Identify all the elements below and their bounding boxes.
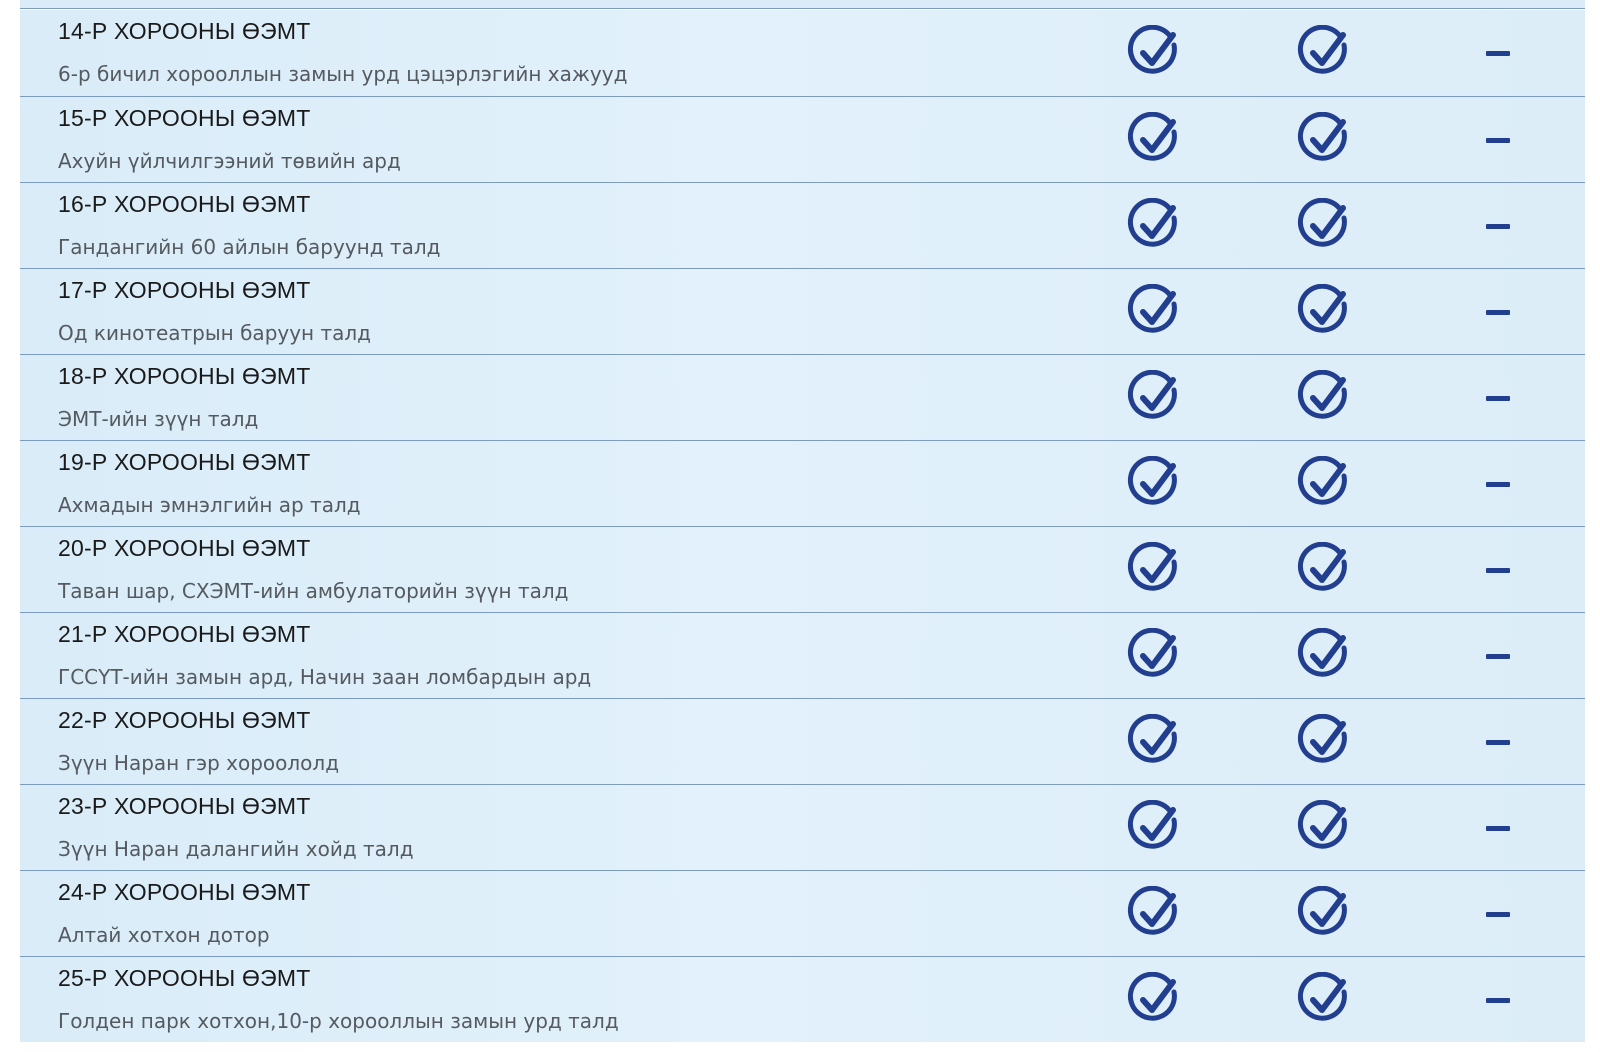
- service-cell-2: [1284, 441, 1364, 527]
- clinic-name: 18-Р ХОРООНЫ ӨЭМТ: [58, 363, 311, 389]
- service-cell-1: [1114, 10, 1194, 96]
- clinic-address: Од кинотеатрын баруун талд: [58, 321, 372, 345]
- dash-icon: [1486, 396, 1510, 401]
- check-icon: [1296, 714, 1352, 770]
- dash-icon: [1486, 740, 1510, 745]
- check-icon: [1296, 456, 1352, 512]
- check-icon: [1126, 886, 1182, 942]
- service-cell-3: [1458, 183, 1538, 269]
- service-cell-3: [1458, 871, 1538, 957]
- clinic-address: Алтай хотхон дотор: [58, 923, 270, 947]
- service-cell-3: [1458, 97, 1538, 183]
- clinic-name: 22-Р ХОРООНЫ ӨЭМТ: [58, 707, 311, 733]
- clinic-name: 21-Р ХОРООНЫ ӨЭМТ: [58, 621, 311, 647]
- service-cell-3: [1458, 957, 1538, 1043]
- service-cell-1: [1114, 527, 1194, 613]
- service-cell-1: [1114, 355, 1194, 441]
- service-cell-1: [1114, 613, 1194, 699]
- clinic-address: Ахуйн үйлчилгээний төвийн ард: [58, 149, 401, 173]
- previous-row-edge: [20, 0, 1585, 9]
- service-cell-3: [1458, 269, 1538, 355]
- service-cell-2: [1284, 269, 1364, 355]
- check-icon: [1296, 284, 1352, 340]
- table-row: [20, 268, 1585, 354]
- table-row: [20, 354, 1585, 440]
- clinic-address: Гандангийн 60 айлын баруунд талд: [58, 235, 441, 259]
- clinic-address: Голден парк хотхон,10-р хорооллын замын урд талд: [58, 1009, 619, 1033]
- dash-icon: [1486, 224, 1510, 229]
- check-icon: [1296, 542, 1352, 598]
- table-row: [20, 440, 1585, 526]
- service-cell-2: [1284, 785, 1364, 871]
- clinic-address: ГССҮТ-ийн замын ард, Начин заан ломбардын ард: [58, 665, 592, 689]
- check-icon: [1126, 456, 1182, 512]
- check-icon: [1296, 370, 1352, 426]
- clinic-name: 25-Р ХОРООНЫ ӨЭМТ: [58, 965, 311, 991]
- dash-icon: [1486, 51, 1510, 56]
- dash-icon: [1486, 654, 1510, 659]
- dash-icon: [1486, 482, 1510, 487]
- check-icon: [1126, 972, 1182, 1028]
- check-icon: [1296, 628, 1352, 684]
- dash-icon: [1486, 998, 1510, 1003]
- check-icon: [1126, 25, 1182, 81]
- service-cell-3: [1458, 613, 1538, 699]
- check-icon: [1296, 198, 1352, 254]
- table-row: [20, 956, 1585, 1042]
- service-cell-1: [1114, 699, 1194, 785]
- service-cell-2: [1284, 355, 1364, 441]
- clinic-name: 15-Р ХОРООНЫ ӨЭМТ: [58, 105, 311, 131]
- check-icon: [1296, 886, 1352, 942]
- service-cell-3: [1458, 355, 1538, 441]
- service-cell-3: [1458, 10, 1538, 96]
- table-row: [20, 96, 1585, 182]
- service-cell-2: [1284, 957, 1364, 1043]
- table-row: [20, 10, 1585, 96]
- table-row: [20, 612, 1585, 698]
- service-cell-3: [1458, 441, 1538, 527]
- clinic-name: 23-Р ХОРООНЫ ӨЭМТ: [58, 793, 311, 819]
- service-cell-2: [1284, 871, 1364, 957]
- check-icon: [1126, 112, 1182, 168]
- check-icon: [1126, 370, 1182, 426]
- service-cell-1: [1114, 269, 1194, 355]
- table-row: [20, 870, 1585, 956]
- check-icon: [1296, 972, 1352, 1028]
- table-row: [20, 698, 1585, 784]
- table-row: [20, 182, 1585, 268]
- dash-icon: [1486, 912, 1510, 917]
- service-cell-3: [1458, 699, 1538, 785]
- clinic-name: 20-Р ХОРООНЫ ӨЭМТ: [58, 535, 311, 561]
- service-cell-2: [1284, 613, 1364, 699]
- clinic-address: Таван шар, СХЭМТ-ийн амбулаторийн зүүн талд: [58, 579, 569, 603]
- check-icon: [1296, 800, 1352, 856]
- service-cell-1: [1114, 957, 1194, 1043]
- dash-icon: [1486, 826, 1510, 831]
- check-icon: [1126, 714, 1182, 770]
- dash-icon: [1486, 568, 1510, 573]
- service-cell-2: [1284, 97, 1364, 183]
- service-cell-3: [1458, 527, 1538, 613]
- service-cell-1: [1114, 871, 1194, 957]
- clinic-address: ЭМТ-ийн зүүн талд: [58, 407, 259, 431]
- clinic-table: [20, 10, 1585, 1042]
- check-icon: [1296, 112, 1352, 168]
- service-cell-2: [1284, 699, 1364, 785]
- clinic-name: 19-Р ХОРООНЫ ӨЭМТ: [58, 449, 311, 475]
- service-cell-2: [1284, 10, 1364, 96]
- check-icon: [1296, 25, 1352, 81]
- check-icon: [1126, 198, 1182, 254]
- check-icon: [1126, 284, 1182, 340]
- clinic-name: 16-Р ХОРООНЫ ӨЭМТ: [58, 191, 311, 217]
- service-cell-1: [1114, 183, 1194, 269]
- table-row: [20, 526, 1585, 612]
- table-row: [20, 784, 1585, 870]
- check-icon: [1126, 800, 1182, 856]
- check-icon: [1126, 542, 1182, 598]
- clinic-name: 14-Р ХОРООНЫ ӨЭМТ: [58, 18, 311, 44]
- service-cell-3: [1458, 785, 1538, 871]
- dash-icon: [1486, 310, 1510, 315]
- service-cell-2: [1284, 183, 1364, 269]
- service-cell-1: [1114, 441, 1194, 527]
- clinic-address: Зүүн Наран гэр хороололд: [58, 751, 340, 775]
- dash-icon: [1486, 138, 1510, 143]
- clinic-address: Зүүн Наран далангийн хойд талд: [58, 837, 414, 861]
- service-cell-1: [1114, 97, 1194, 183]
- clinic-address: Ахмадын эмнэлгийн ар талд: [58, 493, 361, 517]
- clinic-name: 17-Р ХОРООНЫ ӨЭМТ: [58, 277, 311, 303]
- clinic-address: 6-р бичил хорооллын замын урд цэцэрлэгийн хажууд: [58, 62, 628, 86]
- clinic-name: 24-Р ХОРООНЫ ӨЭМТ: [58, 879, 311, 905]
- check-icon: [1126, 628, 1182, 684]
- service-cell-1: [1114, 785, 1194, 871]
- service-cell-2: [1284, 527, 1364, 613]
